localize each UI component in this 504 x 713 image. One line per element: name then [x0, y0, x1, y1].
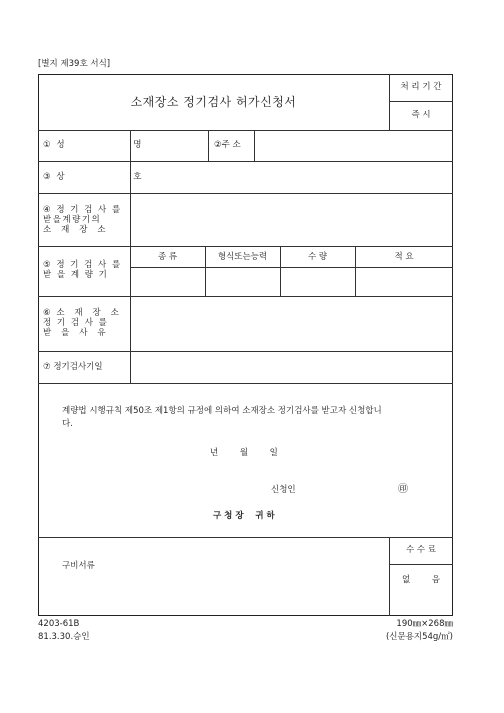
footer-size: 190㎜×268㎜ — [396, 619, 453, 629]
col-quantity: 수 량 — [307, 252, 328, 262]
date-line: 년 월 일 — [210, 448, 278, 458]
col-type: 종 류 — [157, 252, 178, 262]
col-remarks: 적 요 — [394, 252, 414, 262]
processing-period-value: 즉 시 — [411, 110, 431, 120]
form-code: [별지 제39호 서식] — [38, 59, 111, 69]
business-name-label: ③ 상 호 — [43, 172, 143, 182]
address-field[interactable] — [255, 131, 452, 160]
fee-label: 수 수 료 — [405, 545, 437, 555]
documents-label: 구비서류 — [62, 561, 95, 571]
declaration-text: 계량법 시행규칙 제50조 제1항의 규정에 의하여 소재장소 정기검사를 받고자 신청합니 다. — [62, 406, 382, 429]
divider — [389, 101, 453, 102]
location-field[interactable] — [131, 194, 452, 245]
name-field[interactable] — [131, 131, 207, 160]
location-label: ④ 정 기 검 사 를 받을계량기의 소 재 장 소 — [43, 205, 122, 235]
name-label: ① 성 명 — [43, 140, 143, 150]
reason-field[interactable] — [131, 297, 452, 350]
divider — [38, 537, 453, 538]
divider — [38, 383, 453, 384]
footer-paper: (신문용지54g/㎡) — [385, 632, 453, 642]
footer-form-code: 4203-61B — [38, 619, 80, 629]
divider — [38, 246, 453, 247]
business-name-field[interactable] — [131, 162, 452, 192]
col-model: 형식또는능력 — [217, 252, 268, 262]
divider — [389, 564, 453, 565]
footer-approval: 81.3.30.승인 — [38, 632, 90, 642]
reason-label: ⑥ 소 재 장 소 정 기 검 사 를 받 을 사 유 — [43, 308, 121, 338]
seal-mark: ㊞ — [398, 484, 408, 495]
divider — [130, 267, 453, 268]
address-label: ②주 소 — [214, 140, 241, 150]
instruments-label: ⑤ 정 기 검 사 를 받 을 계 량 기 — [43, 260, 122, 280]
processing-period-label: 처 리 기 간 — [400, 82, 442, 92]
divider — [38, 351, 453, 352]
form-title: 소재장소 정기검사 허가신청서 — [130, 95, 297, 109]
divider — [208, 130, 209, 161]
fee-value: 없 음 — [401, 575, 441, 585]
inspection-date-label: ⑦ 정기검사기일 — [43, 362, 103, 372]
applicant-sign-label: 신청인 — [271, 485, 296, 495]
addressee: 구 청 장 귀 하 — [213, 511, 275, 521]
